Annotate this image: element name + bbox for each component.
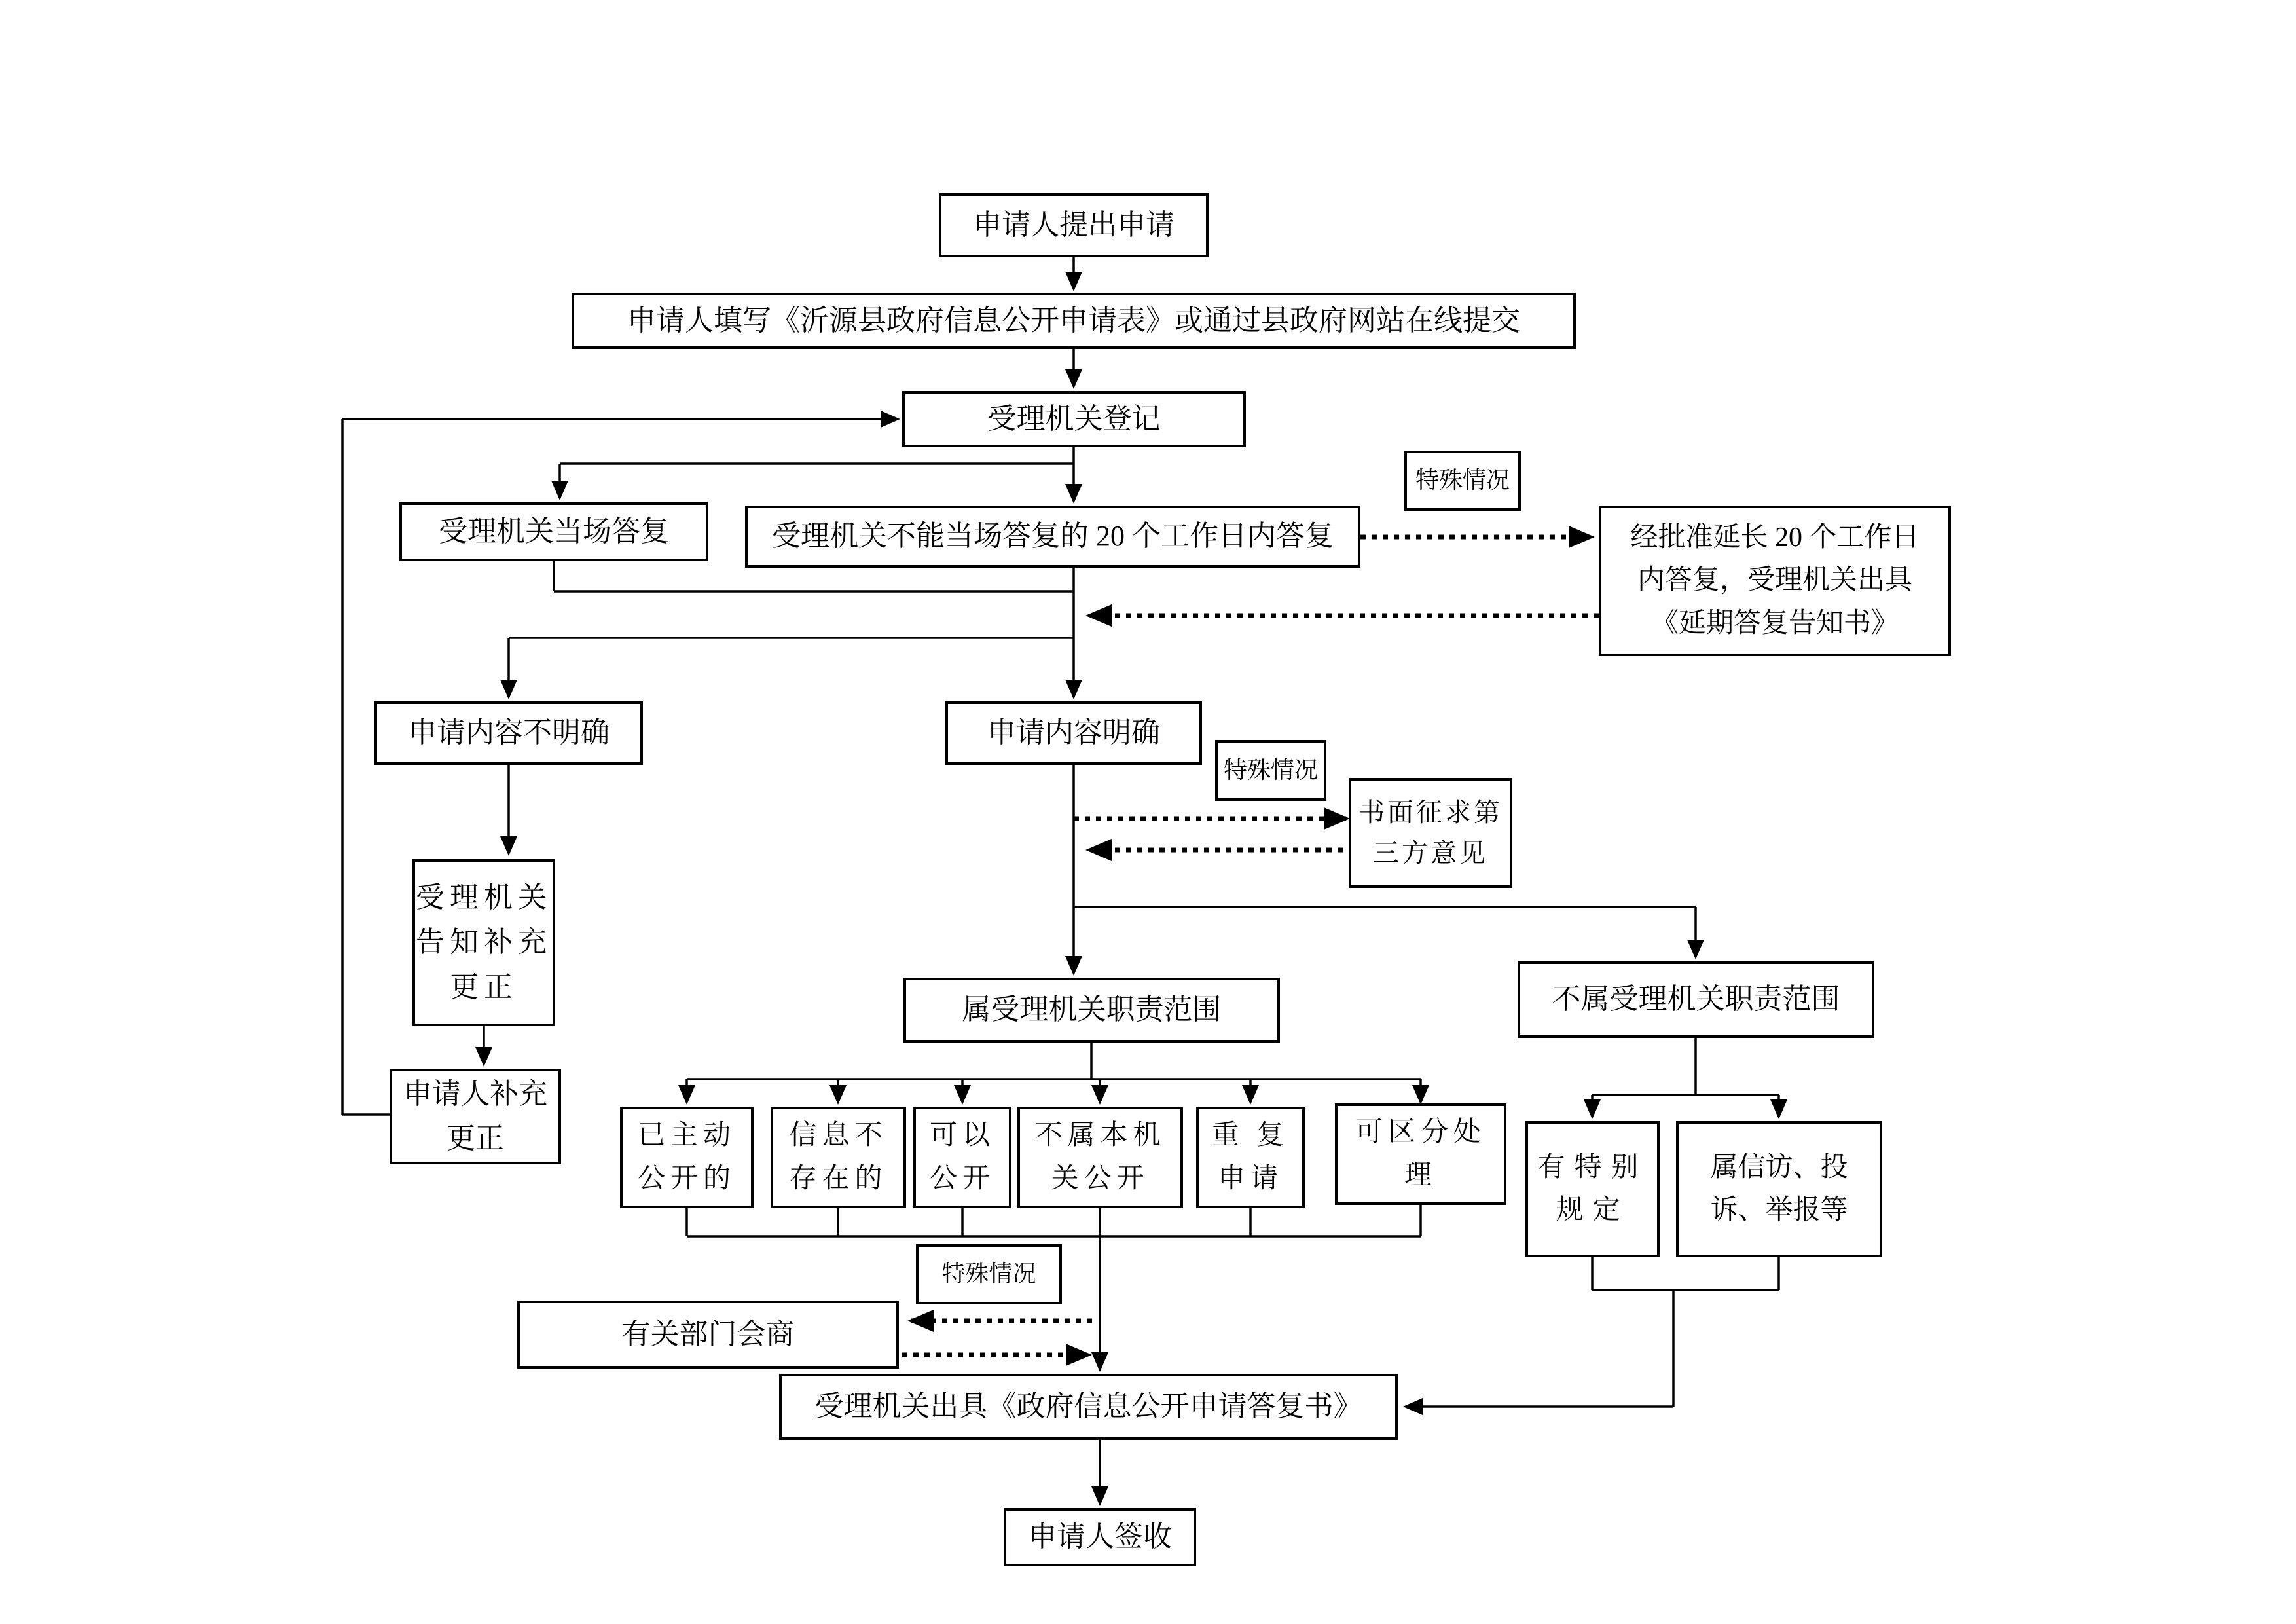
box-outside-agency-duty [1518, 961, 1874, 1038]
box-not-this-agency [1017, 1107, 1183, 1208]
box-within-agency-duty-text: 属受理机关职责范围 [962, 993, 1222, 1026]
label-special-case-3-text: 特殊情况 [941, 1261, 1036, 1287]
box-outside-agency-duty-text: 不属受理机关职责范围 [1552, 983, 1840, 1016]
box-petition-complaint-line1: 属信访、投 [1710, 1152, 1848, 1183]
box-special-provisions-line2: 规定 [1556, 1195, 1630, 1225]
box-special-provisions [1525, 1121, 1660, 1257]
box-notify-supplement-correction-line1: 受理机关 [416, 881, 552, 914]
box-applicant-supplement-correction-line2: 更正 [446, 1122, 504, 1154]
box-on-spot-reply-text: 受理机关当场答复 [439, 515, 669, 547]
box-separable-handling-line1: 可区分处 [1355, 1117, 1486, 1148]
label-special-case-3 [916, 1244, 1062, 1304]
box-already-disclosed-line2: 公开的 [637, 1163, 736, 1194]
label-special-case-2-text: 特殊情况 [1223, 756, 1318, 783]
box-info-not-exist-line2: 存在的 [789, 1163, 888, 1194]
box-content-unclear [374, 701, 643, 765]
box-agency-registration [902, 391, 1246, 447]
box-issue-reply-document [779, 1374, 1398, 1440]
box-seek-third-party-opinion-line2: 三方意见 [1373, 838, 1488, 868]
box-content-clear [945, 701, 1202, 765]
label-special-case-2 [1215, 740, 1326, 801]
box-separable-handling-line2: 理 [1404, 1160, 1437, 1190]
box-already-disclosed-line1: 已主动 [637, 1120, 736, 1151]
box-fill-application-form-text: 申请人填写《沂源县政府信息公开申请表》或通过县政府网站在线提交 [627, 304, 1520, 337]
box-within-agency-duty [903, 978, 1280, 1043]
box-info-not-exist [771, 1107, 906, 1208]
box-can-disclose [913, 1107, 1011, 1208]
box-department-consultation-text: 有关部门会商 [621, 1318, 795, 1350]
box-agency-registration-text: 受理机关登记 [987, 402, 1161, 435]
box-applicant-supplement-correction-line1: 申请人补充 [403, 1077, 547, 1110]
box-applicant-sign-receipt [1004, 1508, 1196, 1566]
box-reply-within-20-days [745, 506, 1360, 568]
box-content-clear-text: 申请内容明确 [987, 716, 1160, 749]
box-applicant-submit-application-text: 申请人提出申请 [973, 208, 1175, 241]
box-not-this-agency-line1: 不属本机 [1034, 1120, 1166, 1151]
label-special-case-1-text: 特殊情况 [1415, 467, 1510, 494]
box-petition-complaint [1676, 1121, 1882, 1257]
box-applicant-sign-receipt-text: 申请人签收 [1028, 1521, 1172, 1553]
box-extension-notice-line1: 经批准延长 20 个工作日 [1630, 523, 1920, 553]
box-department-consultation [517, 1301, 899, 1369]
box-notify-supplement-correction [412, 859, 555, 1026]
box-repeat-application [1196, 1107, 1305, 1208]
box-repeat-application-line2: 申请 [1217, 1163, 1283, 1194]
box-applicant-submit-application [939, 193, 1209, 257]
box-on-spot-reply [399, 502, 708, 561]
box-issue-reply-document-text: 受理机关出具《政府信息公开申请答复书》 [814, 1390, 1362, 1423]
box-repeat-application-line1: 重 复 [1211, 1120, 1290, 1151]
box-info-not-exist-line1: 信息不 [789, 1120, 888, 1151]
label-special-case-1 [1404, 451, 1521, 511]
box-extension-notice-line2: 内答复，受理机关出具 [1637, 565, 1912, 596]
box-can-disclose-line1: 可以 [929, 1120, 995, 1151]
box-notify-supplement-correction-line2: 告知补充 [416, 926, 552, 959]
box-notify-supplement-correction-line3: 更正 [450, 970, 518, 1003]
box-extension-notice [1599, 506, 1951, 656]
box-extension-notice-line3: 《延期答复告知书》 [1650, 608, 1899, 638]
box-fill-application-form [572, 293, 1576, 349]
box-seek-third-party-opinion-line1: 书面征求第 [1358, 798, 1503, 827]
box-content-unclear-text: 申请内容不明确 [408, 716, 610, 749]
box-can-disclose-line2: 公开 [929, 1163, 995, 1194]
box-already-disclosed [620, 1107, 754, 1208]
box-separable-handling [1335, 1103, 1506, 1205]
box-reply-within-20-days-text: 受理机关不能当场答复的 20 个工作日内答复 [772, 520, 1334, 553]
box-seek-third-party-opinion [1349, 778, 1512, 888]
box-not-this-agency-line2: 关公开 [1051, 1163, 1150, 1194]
box-petition-complaint-line2: 诉、举报等 [1710, 1195, 1848, 1225]
box-applicant-supplement-correction [390, 1069, 561, 1164]
box-special-provisions-line1: 有特别 [1537, 1152, 1648, 1183]
